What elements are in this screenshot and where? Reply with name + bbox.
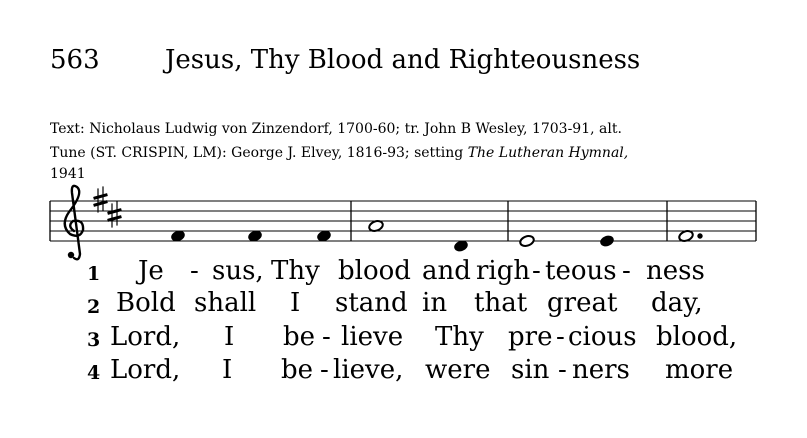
lyric-syllable: were [425,355,491,385]
note-e-half [519,234,535,247]
lyric-syllable: Thy [271,256,320,286]
lyric-hyphen: - [322,322,331,352]
lyric-syllable: that [474,288,528,318]
lyric-syllable: lieve, [333,355,404,385]
tune-credit-prefix: Tune (ST. CRISPIN, LM): George J. Elvey, 1816-93; setting [50,145,468,161]
lyric-syllable: teous [545,256,617,286]
lyric-syllable: righ [476,256,531,286]
lyric-syllable: shall [194,288,257,318]
lyric-syllable: Thy [435,322,484,352]
text-credit: Text: Nicholaus Ludwig von Zinzendorf, 1700-60; tr. John B Wesley, 1703-91, alt. [50,121,622,137]
lyric-syllable: be [281,355,314,385]
clef-tail-dot [68,252,74,258]
lyric-syllable: ners [572,355,630,385]
lyric-syllable: be [283,322,316,352]
tune-credit-source: The Lutheran Hymnal, [467,145,629,161]
lyric-syllable: in [422,288,448,318]
tune-credit-year: 1941 [50,166,86,182]
lyric-syllable: I [290,288,301,318]
lyric-syllable: Lord, [110,322,181,352]
lyric-syllable: stand [335,288,408,318]
lyric-syllable: Je [138,256,164,286]
lyric-syllable: Lord, [110,355,181,385]
lyric-syllable: more [665,355,734,385]
verse-number: 3 [87,329,101,351]
lyric-syllable: sin [511,355,550,385]
note-e-quarter [599,234,614,247]
verse-number: 2 [87,296,101,318]
augmentation-dot [698,234,702,238]
lyric-syllable: ness [646,256,705,286]
lyric-hyphen: - [556,322,565,352]
lyric-syllable: lieve [341,322,404,352]
lyric-syllable: blood [338,256,411,286]
treble-clef-icon [65,186,83,259]
lyric-syllable: great [547,288,618,318]
lyric-hyphen: - [622,256,631,286]
hymn-number: 563 [50,45,100,75]
lyric-hyphen: - [190,256,199,286]
verse-number: 4 [87,362,101,384]
lyric-syllable: I [224,322,235,352]
lyric-syllable: sus, [212,256,264,286]
hymn-title: Jesus, Thy Blood and Righteousness [165,45,641,75]
lyric-syllable: pre [508,322,553,352]
lyric-syllable: I [222,355,233,385]
lyric-syllable: day, [651,288,703,318]
lyric-syllable: and [422,256,471,286]
verse-number: 1 [87,263,101,285]
lyric-hyphen: - [320,355,329,385]
lyric-syllable: cious [568,322,637,352]
lyric-hyphen: - [558,355,567,385]
lyric-syllable: Bold [116,288,176,318]
lyric-syllable: blood, [656,322,738,352]
lyric-hyphen: - [532,256,541,286]
